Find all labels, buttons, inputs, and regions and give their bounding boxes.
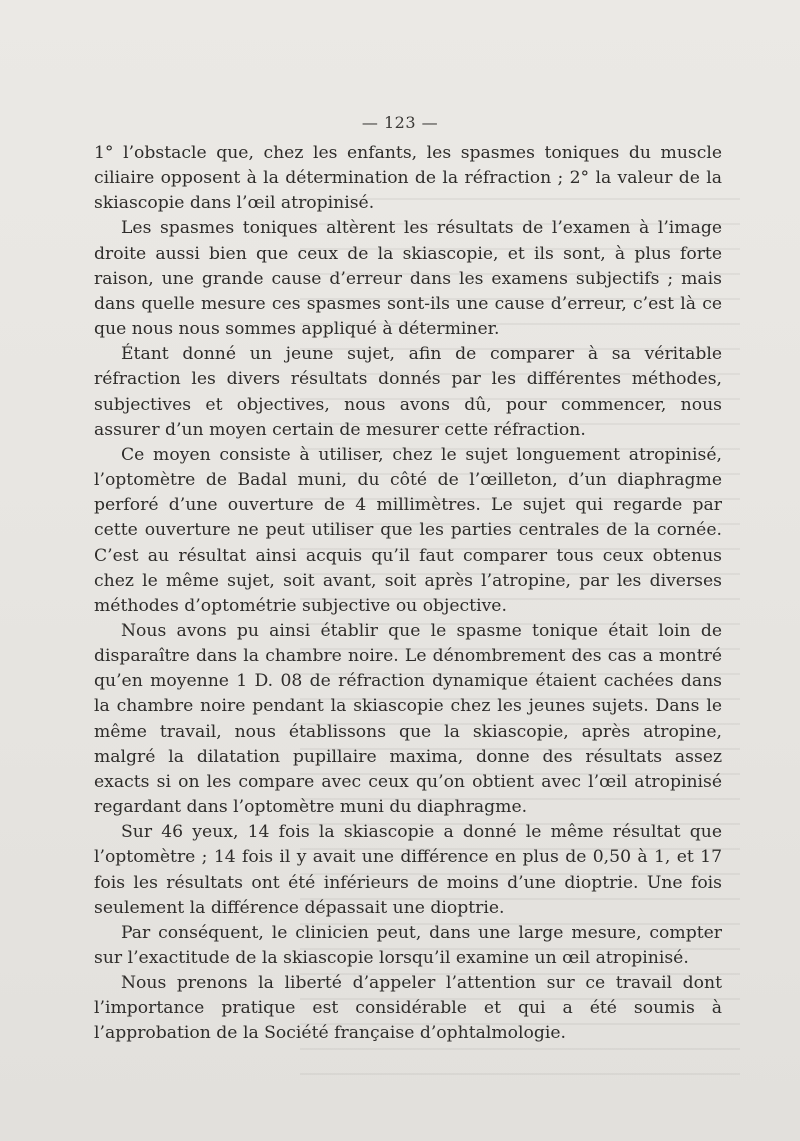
page-number bbox=[0, 113, 800, 132]
page-number-text: — 123 — bbox=[361, 113, 439, 132]
paragraph-resultats-chambre-noire: Nous avons pu ainsi établir que le spasme tonique était loin de disparaître dans la chambre noire. Le dénombrement des cas a montré qu’en moyenne 1 D. 08 de réfraction dynamique étaient cachées dans la chambre noire pendant la skiascopie chez les jeunes sujets. Dans le même travail, nous établissons que la skiascopie, après atropine, malgré la dilatation pupillaire maxima, donne des résultats assez exacts si on les compare avec ceux qu’on obtient avec l’œil atropinisé regardant dans l’optomètre muni du diaphragme. bbox=[94, 620, 722, 818]
paragraph-conclusion-clinicien: Par conséquent, le clinicien peut, dans une large mesure, compter sur l’exactitude de la skiascopie lorsqu’il examine un œil atropinisé. bbox=[94, 922, 722, 968]
paragraph-statistiques-yeux: Sur 46 yeux, 14 fois la skiascopie a donné le même résultat que l’optomètre ; 14 fois il y avait une différence en plus de 0,50 à 1, et 17 fois les résultats ont été inférieurs de moins d’une dioptrie. Une fois seulement la différence dépassait une dioptrie. bbox=[94, 822, 722, 918]
paragraph-spasmes-toniques: Les spasmes toniques altèrent les résultats de l’examen à l’image droite aussi bien que ceux de la skiascopie, et ils sont, à plus forte raison, une grande cause d’erreur dans les examens subjectifs ; mais dans quelle mesure ces spasmes sont-ils une cause d’erreur, c’est là ce que nous nous sommes appliqué à déterminer. bbox=[94, 218, 722, 340]
paragraph-appel-attention: Nous prenons la liberté d’appeler l’attention sur ce travail dont l’importance pratique est considérable et qui a été soumis à l’approbation de la Société française d’ophtalmologie. bbox=[94, 973, 722, 1044]
body-text bbox=[94, 141, 722, 1047]
paragraph-jeune-sujet: Étant donné un jeune sujet, afin de comparer à sa véritable réfraction les divers résultats donnés par les différentes méthodes, subjectives et objectives, nous avons dû, pour commencer, nous assurer d’un moyen certain de mesurer cette réfraction. bbox=[94, 344, 722, 440]
paragraph-continuation: 1° l’obstacle que, chez les enfants, les spasmes toniques du muscle ciliaire opposent à la détermination de la réfraction ; 2° la valeur de la skiascopie dans l’œil atropinisé. bbox=[94, 143, 722, 214]
paragraph-moyen-optometre: Ce moyen consiste à utiliser, chez le sujet longuement atropinisé, l’optomètre de Badal muni, du côté de l’œilleton, d’un diaphragme perforé d’une ouverture de 4 millimètres. Le sujet qui regarde par cette ouverture ne peut utiliser que les parties centrales de la cornée. C’est au résultat ainsi acquis qu’il faut comparer tous ceux obtenus chez le même sujet, soit avant, soit après l’atropine, par les diverses méthodes d’optométrie subjective ou objective. bbox=[94, 444, 722, 616]
